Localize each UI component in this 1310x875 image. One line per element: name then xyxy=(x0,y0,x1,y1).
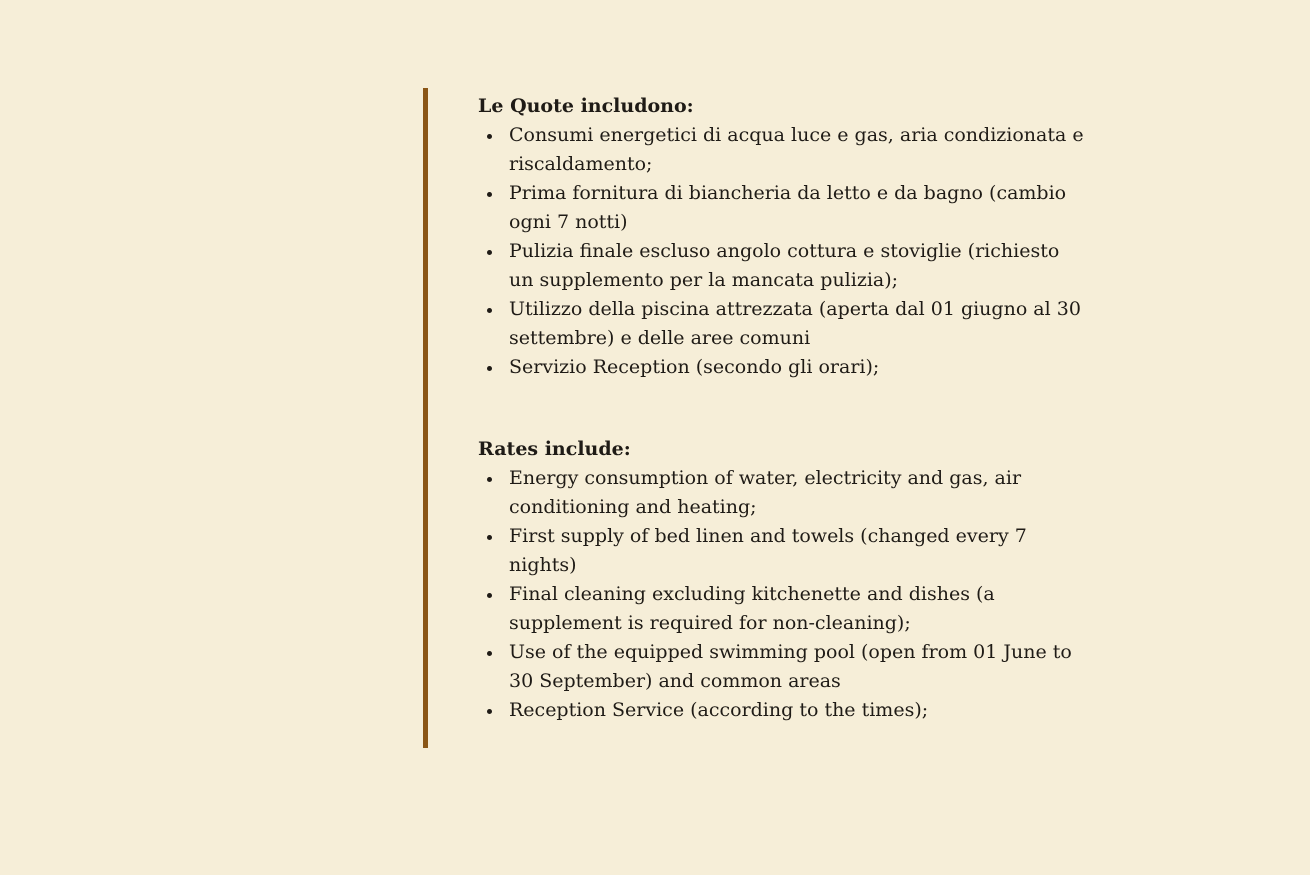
english-list xyxy=(478,464,1088,725)
bullet-icon xyxy=(487,308,492,313)
list-item xyxy=(478,237,1088,295)
list-item-text: Utilizzo della piscina attrezzata (aperta dal 01 giugno al 30 settembre) e delle aree comuni xyxy=(509,298,1081,349)
italian-section xyxy=(478,92,1088,382)
list-item xyxy=(478,580,1088,638)
bullet-icon xyxy=(487,192,492,197)
list-item xyxy=(478,696,1088,725)
bullet-icon xyxy=(487,134,492,139)
bullet-icon xyxy=(487,709,492,714)
list-item-text: Servizio Reception (secondo gli orari); xyxy=(509,356,880,378)
english-title: Rates include: xyxy=(478,438,631,460)
bullet-icon xyxy=(487,477,492,482)
list-item xyxy=(478,295,1088,353)
list-item-text: Prima fornitura di biancheria da letto e da bagno (cambio ogni 7 notti) xyxy=(509,182,1067,233)
rates-content xyxy=(478,92,1088,725)
list-item-text: Final cleaning excluding kitchenette and dishes (a supplement is required for non-cleaning); xyxy=(509,583,995,634)
list-item-text: First supply of bed linen and towels (changed every 7 nights) xyxy=(509,525,1027,576)
list-item-text: Consumi energetici di acqua luce e gas, aria condizionata e riscaldamento; xyxy=(509,124,1084,175)
bullet-icon xyxy=(487,366,492,371)
bullet-icon xyxy=(487,593,492,598)
list-item-text: Reception Service (according to the times); xyxy=(509,699,929,721)
italian-title: Le Quote includono: xyxy=(478,95,694,117)
english-section xyxy=(478,435,1088,725)
bullet-icon xyxy=(487,250,492,255)
italian-list xyxy=(478,121,1088,382)
list-item xyxy=(478,638,1088,696)
list-item-text: Use of the equipped swimming pool (open from 01 June to 30 September) and common areas xyxy=(509,641,1072,692)
bullet-icon xyxy=(487,651,492,656)
vertical-divider xyxy=(423,88,428,748)
list-item xyxy=(478,179,1088,237)
bullet-icon xyxy=(487,535,492,540)
list-item xyxy=(478,522,1088,580)
list-item xyxy=(478,464,1088,522)
list-item-text: Energy consumption of water, electricity and gas, air conditioning and heating; xyxy=(509,467,1022,518)
list-item-text: Pulizia finale escluso angolo cottura e stoviglie (richiesto un supplemento per la mancata pulizia); xyxy=(509,240,1060,291)
list-item xyxy=(478,121,1088,179)
list-item xyxy=(478,353,1088,382)
